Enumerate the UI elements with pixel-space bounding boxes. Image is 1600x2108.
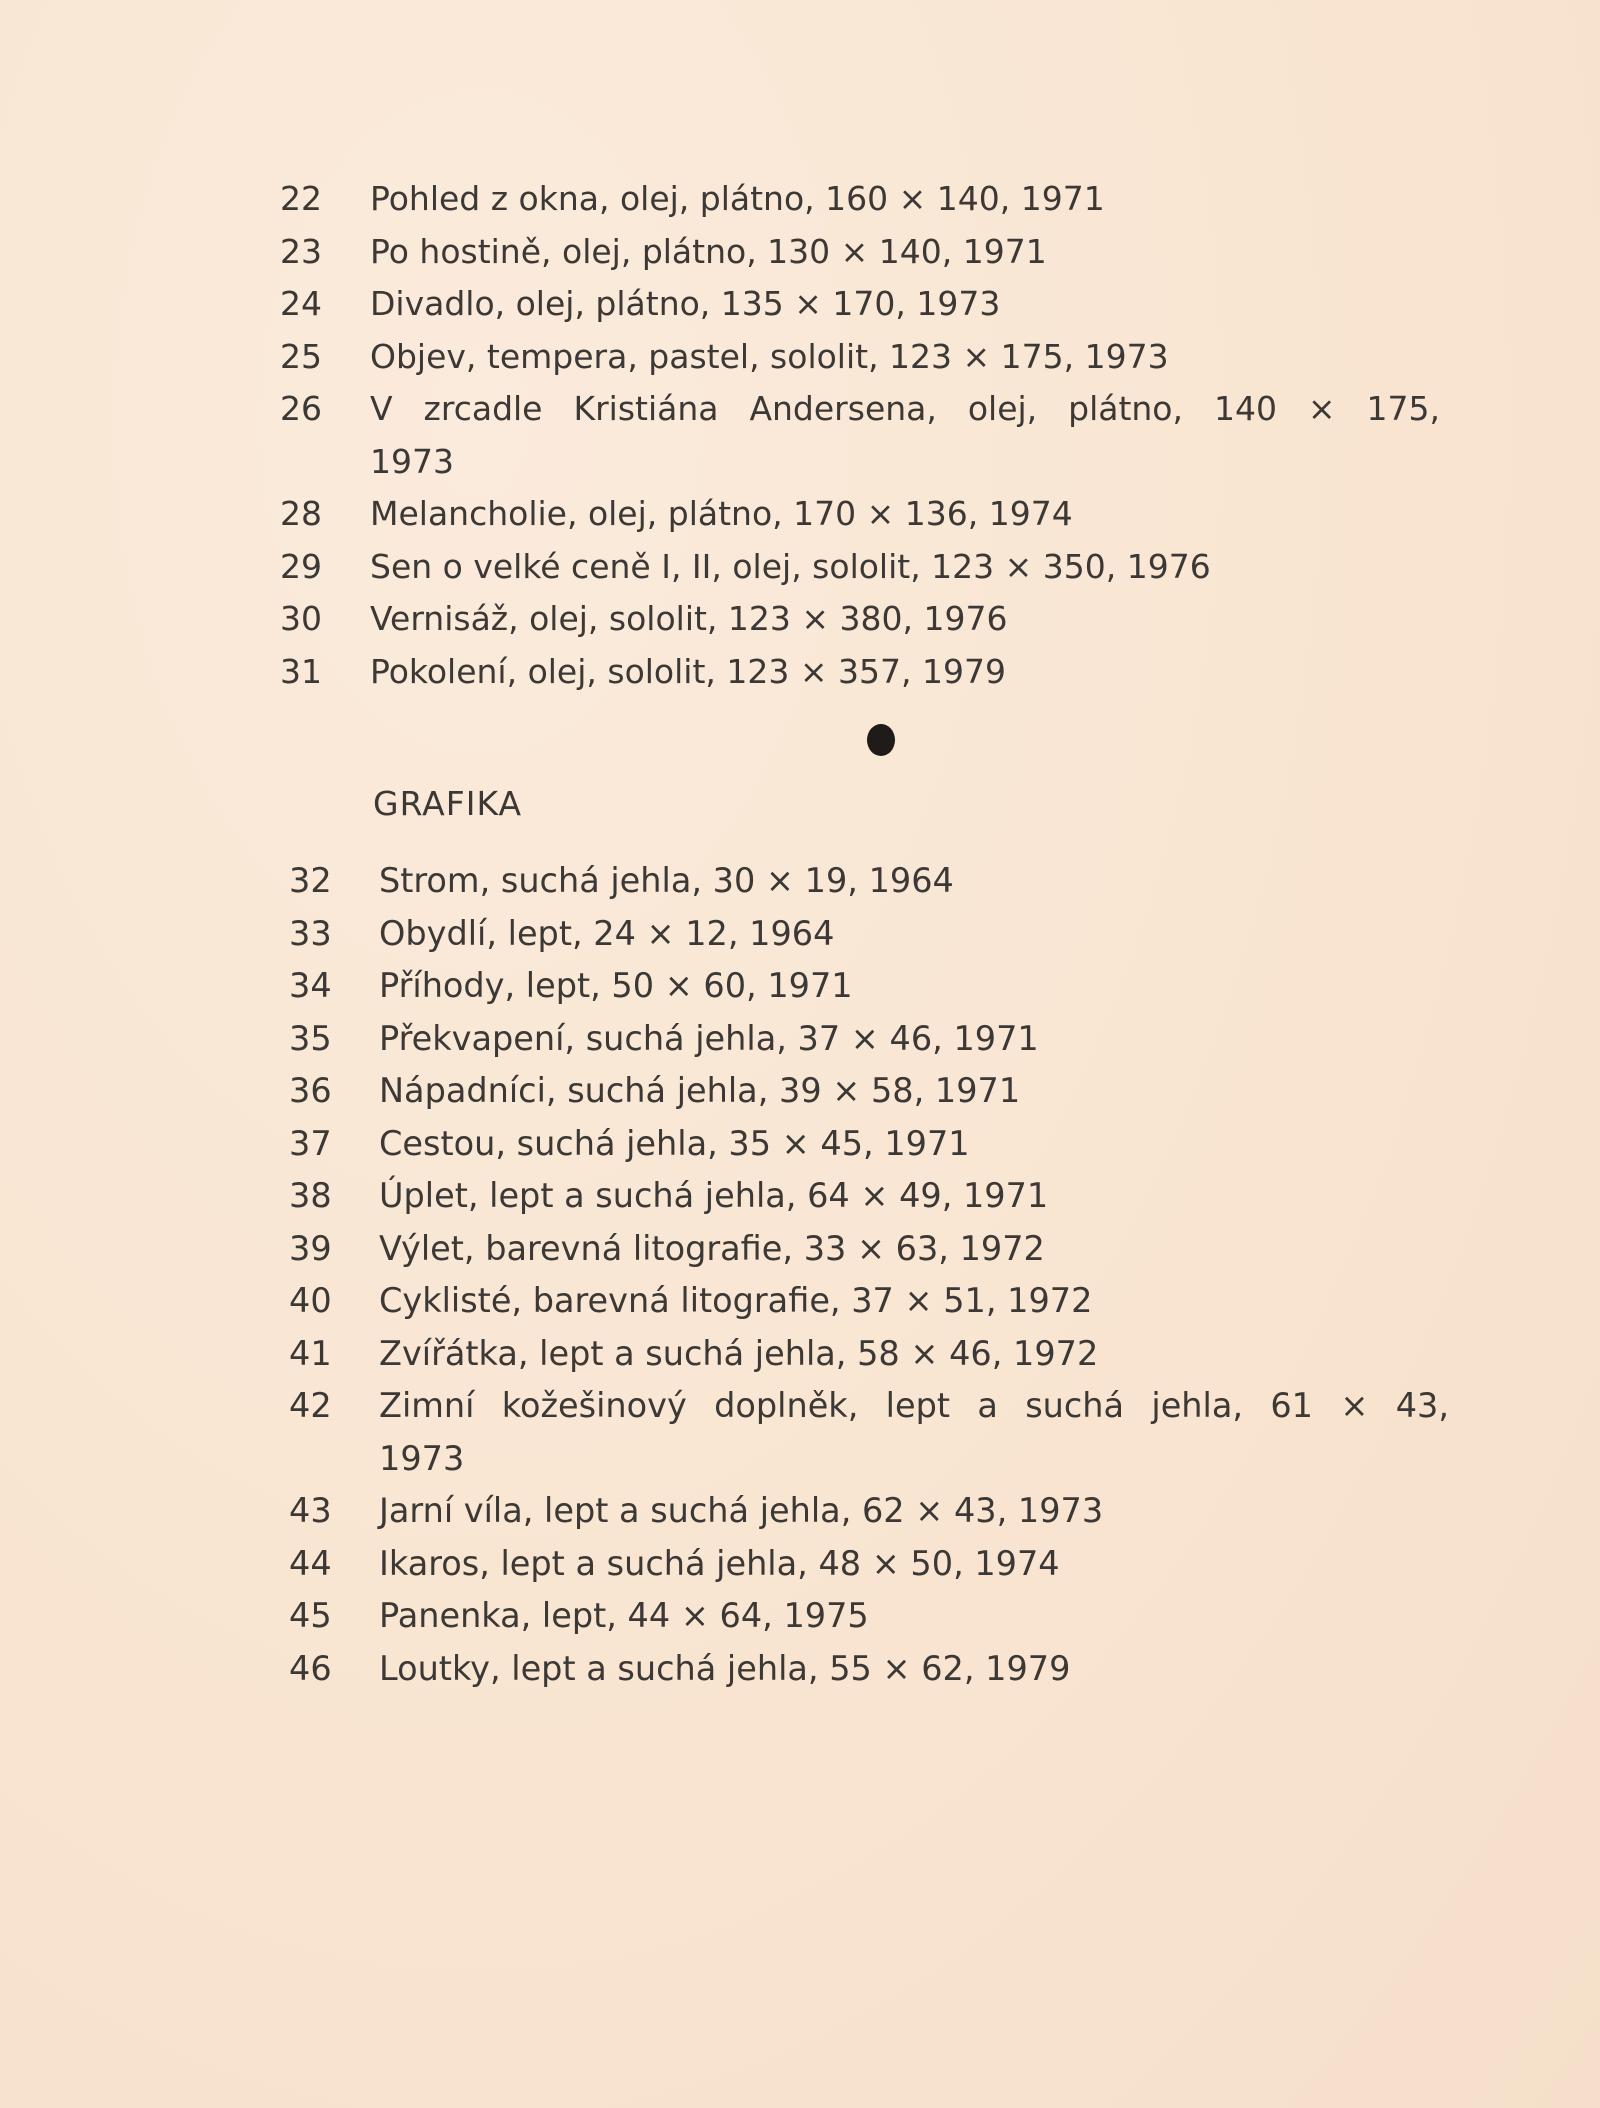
list-item (0, 1065, 1600, 1118)
item-description: Po hostině, olej, plátno, 130 × 140, 1971 (370, 231, 1047, 271)
item-description: Překvapení, suchá jehla, 37 × 46, 1971 (379, 1018, 1039, 1058)
list-item (0, 1118, 1600, 1171)
item-description: Loutky, lept a suchá jehla, 55 × 62, 1979 (379, 1648, 1071, 1688)
item-description: Divadlo, olej, plátno, 135 × 170, 1973 (370, 284, 1001, 323)
item-number: 22 (280, 179, 322, 218)
list-item (0, 1590, 1600, 1643)
item-description: Pokolení, olej, sololit, 123 × 357, 1979 (370, 651, 1006, 691)
list-item (0, 226, 1600, 279)
item-number: 39 (289, 1228, 332, 1268)
item-description: Výlet, barevná litografie, 33 × 63, 1972 (379, 1228, 1045, 1268)
item-number: 35 (289, 1018, 332, 1058)
item-description: Jarní víla, lept a suchá jehla, 62 × 43, 1973 (379, 1491, 1104, 1530)
item-number (289, 1433, 379, 1486)
item-number: 42 (289, 1386, 332, 1425)
item-description: 1973 (379, 1438, 465, 1478)
list-item (0, 593, 1600, 646)
item-description: Sen o velké ceně I, II, olej, sololit, 123 × 350, 1976 (370, 546, 1211, 586)
item-number: 30 (280, 599, 322, 638)
item-number: 40 (289, 1281, 332, 1320)
item-number: 28 (280, 494, 322, 533)
item-number: 43 (289, 1491, 332, 1530)
section-divider-dot (867, 724, 895, 756)
item-description: Vernisáž, olej, sololit, 123 × 380, 1976 (370, 599, 1008, 638)
list-item (0, 1538, 1600, 1591)
list-item (0, 646, 1600, 699)
item-number: 34 (289, 966, 332, 1005)
list-item (0, 541, 1600, 594)
item-description: Obydlí, lept, 24 × 12, 1964 (379, 913, 835, 953)
list-item (0, 855, 1600, 908)
item-number: 45 (289, 1596, 332, 1635)
list-item (0, 1485, 1600, 1538)
item-number: 37 (289, 1123, 332, 1163)
list-item (0, 1328, 1600, 1381)
item-number: 36 (289, 1071, 332, 1110)
item-number: 24 (280, 284, 322, 323)
item-description: Ikaros, lept a suchá jehla, 48 × 50, 1974 (379, 1543, 1060, 1583)
item-number: 23 (280, 231, 322, 271)
item-number: 26 (280, 389, 322, 428)
list-item (0, 173, 1600, 226)
item-description: 1973 (370, 441, 454, 481)
item-number: 31 (280, 651, 322, 691)
item-number: 38 (289, 1176, 332, 1215)
list-item-continuation (0, 1433, 1600, 1486)
list-item (0, 1643, 1600, 1696)
item-description: V zrcadle Kristiána Andersena, olej, plátno, 140 × 175, (370, 389, 1440, 428)
item-number: 32 (289, 861, 332, 900)
item-number: 33 (289, 913, 332, 953)
item-description: Cestou, suchá jehla, 35 × 45, 1971 (379, 1123, 970, 1163)
list-item (0, 488, 1600, 541)
list-item (0, 960, 1600, 1013)
item-description: Pohled z okna, olej, plátno, 160 × 140, 1971 (370, 179, 1105, 218)
item-description: Objev, tempera, pastel, sololit, 123 × 175, 1973 (370, 336, 1169, 376)
item-number: 44 (289, 1543, 332, 1583)
list-item (0, 1380, 1600, 1433)
item-description: Cyklisté, barevná litografie, 37 × 51, 1972 (379, 1281, 1093, 1320)
item-number: 29 (280, 546, 322, 586)
list-item (0, 1170, 1600, 1223)
item-description: Strom, suchá jehla, 30 × 19, 1964 (379, 861, 954, 900)
item-description: Zvířátka, lept a suchá jehla, 58 × 46, 1972 (379, 1333, 1099, 1373)
item-description: Úplet, lept a suchá jehla, 64 × 49, 1971 (379, 1176, 1049, 1215)
item-description: Zimní kožešinový doplněk, lept a suchá jehla, 61 × 43, (379, 1386, 1449, 1425)
list-item (0, 1013, 1600, 1066)
item-number: 25 (280, 336, 322, 376)
paintings-list (0, 173, 1600, 698)
item-description: Nápadníci, suchá jehla, 39 × 58, 1971 (379, 1071, 1021, 1110)
item-number: 46 (289, 1648, 332, 1688)
item-description: Panenka, lept, 44 × 64, 1975 (379, 1596, 869, 1635)
list-item (0, 331, 1600, 384)
item-number (280, 436, 370, 489)
item-number: 41 (289, 1333, 332, 1373)
item-description: Melancholie, olej, plátno, 170 × 136, 1974 (370, 494, 1073, 533)
list-item-continuation (0, 436, 1600, 489)
list-item (0, 908, 1600, 961)
list-item (0, 278, 1600, 331)
list-item (0, 383, 1600, 436)
grafika-list (0, 855, 1600, 1695)
section-heading-grafika: GRAFIKA (373, 784, 523, 823)
item-description: Příhody, lept, 50 × 60, 1971 (379, 966, 853, 1005)
list-item (0, 1223, 1600, 1276)
list-item (0, 1275, 1600, 1328)
